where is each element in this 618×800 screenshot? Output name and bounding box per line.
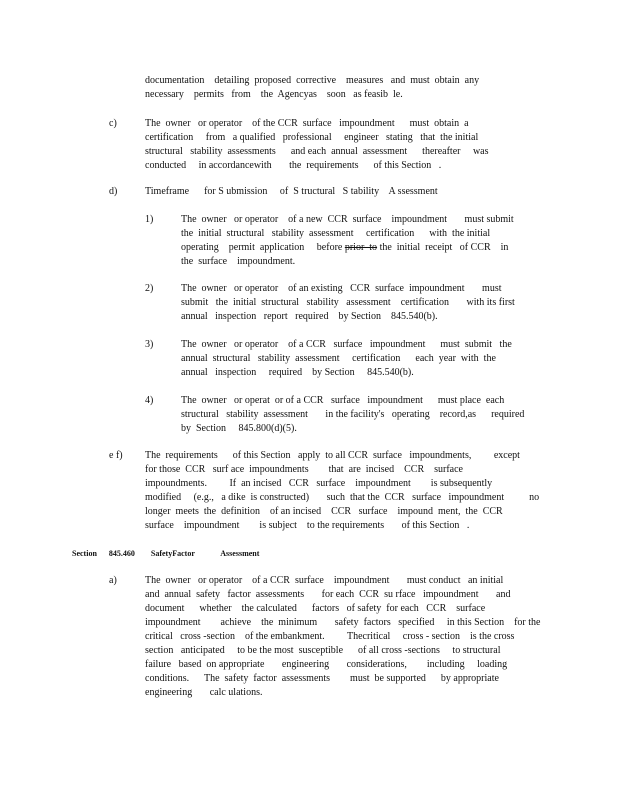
text-line: impoundment achieve the minimum safety factors specified in this Section for the bbox=[145, 617, 541, 628]
item-d-heading bbox=[145, 185, 438, 199]
text-line: conditions. The safety factor assessments must be supported by appropriate bbox=[145, 673, 499, 684]
text-segment: operating permit application before bbox=[181, 242, 345, 253]
text-line: structural stability assessment in the facility's operating record,as required bbox=[181, 409, 525, 420]
struck-text: prior to bbox=[344, 242, 378, 253]
text-segment: the initial receipt of CCR in bbox=[377, 242, 509, 253]
text-line: The owner or operat or of a CCR surface impoundment must place each bbox=[181, 395, 505, 406]
subitem-3-paragraph bbox=[181, 338, 512, 380]
text-line: by Section 845.800(d)(5). bbox=[181, 423, 297, 434]
item-label-d: d) bbox=[109, 186, 118, 197]
section-heading: Section 845.460 SafetyFactor Assessment bbox=[72, 549, 260, 558]
text-line: engineering calc ulations. bbox=[145, 687, 263, 698]
section-subheading: Timeframe for S ubmission of S tructural S tability A ssessment bbox=[145, 186, 438, 197]
text-line: The owner or operator of a CCR surface impoundment must submit the bbox=[181, 339, 512, 350]
subitem-4-paragraph bbox=[181, 394, 524, 436]
text-line: modified (e.g., a dike is constructed) such that the CCR surface impoundment no bbox=[145, 492, 540, 503]
text-line: longer meets the definition of an incised CCR surface impound ment, the CCR bbox=[145, 506, 503, 517]
item-label-e: e f) bbox=[109, 450, 123, 461]
text-line: annual inspection required by Section 845.540(b). bbox=[181, 367, 414, 378]
text-line: certification from a qualified professional engineer stating that the initial bbox=[145, 132, 479, 143]
subitem-label-1: 1) bbox=[145, 214, 154, 225]
item-label-a: a) bbox=[109, 575, 117, 586]
text-line bbox=[181, 241, 514, 255]
text-line: structural stability assessments and each annual assessment thereafter was bbox=[145, 146, 489, 157]
text-line: The owner or operator of a CCR surface impoundment must conduct an initial bbox=[145, 575, 504, 586]
text-line: and annual safety factor assessments for each CCR su rface impoundment and bbox=[145, 589, 511, 600]
text-line: The owner or operator of a new CCR surface impoundment must submit bbox=[181, 214, 514, 225]
subitem-1-paragraph bbox=[181, 213, 514, 269]
intro-paragraph bbox=[145, 74, 479, 102]
text-line: necessary permits from the Agencyas soon as feasib le. bbox=[145, 89, 403, 100]
text-line: The owner or operator of an existing CCR surface impoundment must bbox=[181, 283, 502, 294]
subitem-label-4: 4) bbox=[145, 395, 154, 406]
text-line: section anticipated to be the most susceptible of all cross -sections to structural bbox=[145, 645, 501, 656]
text-line: conducted in accordancewith the requirements of this Section . bbox=[145, 160, 442, 171]
subitem-label-3: 3) bbox=[145, 339, 154, 350]
text-line: annual structural stability assessment certification each year with the bbox=[181, 353, 496, 364]
text-line: document whether the calculated factors of safety for each CCR surface bbox=[145, 603, 486, 614]
text-line: annual inspection report required by Section 845.540(b). bbox=[181, 311, 438, 322]
item-label-c: c) bbox=[109, 118, 117, 129]
text-line: failure based on appropriate engineering considerations, including loading bbox=[145, 659, 508, 670]
text-line: surface impoundment is subject to the requirements of this Section . bbox=[145, 520, 470, 531]
item-a-paragraph bbox=[145, 574, 540, 700]
subitem-2-paragraph bbox=[181, 282, 515, 324]
text-line: critical cross -section of the embankment. Thecritical cross - section is the cross bbox=[145, 631, 515, 642]
text-line: submit the initial structural stability assessment certification with its first bbox=[181, 297, 515, 308]
text-line: The owner or operator of the CCR surface impoundment must obtain a bbox=[145, 118, 469, 129]
item-e-paragraph bbox=[145, 449, 539, 533]
text-line: documentation detailing proposed corrective measures and must obtain any bbox=[145, 75, 480, 86]
text-line: the initial structural stability assessment certification with the initial bbox=[181, 228, 491, 239]
text-line: the surface impoundment. bbox=[181, 256, 296, 267]
text-line: The requirements of this Section apply to all CCR surface impoundments, except bbox=[145, 450, 520, 461]
text-line: impoundments. If an incised CCR surface impoundment is subsequently bbox=[145, 478, 493, 489]
item-c-paragraph bbox=[145, 117, 489, 173]
subitem-label-2: 2) bbox=[145, 283, 154, 294]
text-line: for those CCR surf ace impoundments that are incised CCR surface bbox=[145, 464, 463, 475]
